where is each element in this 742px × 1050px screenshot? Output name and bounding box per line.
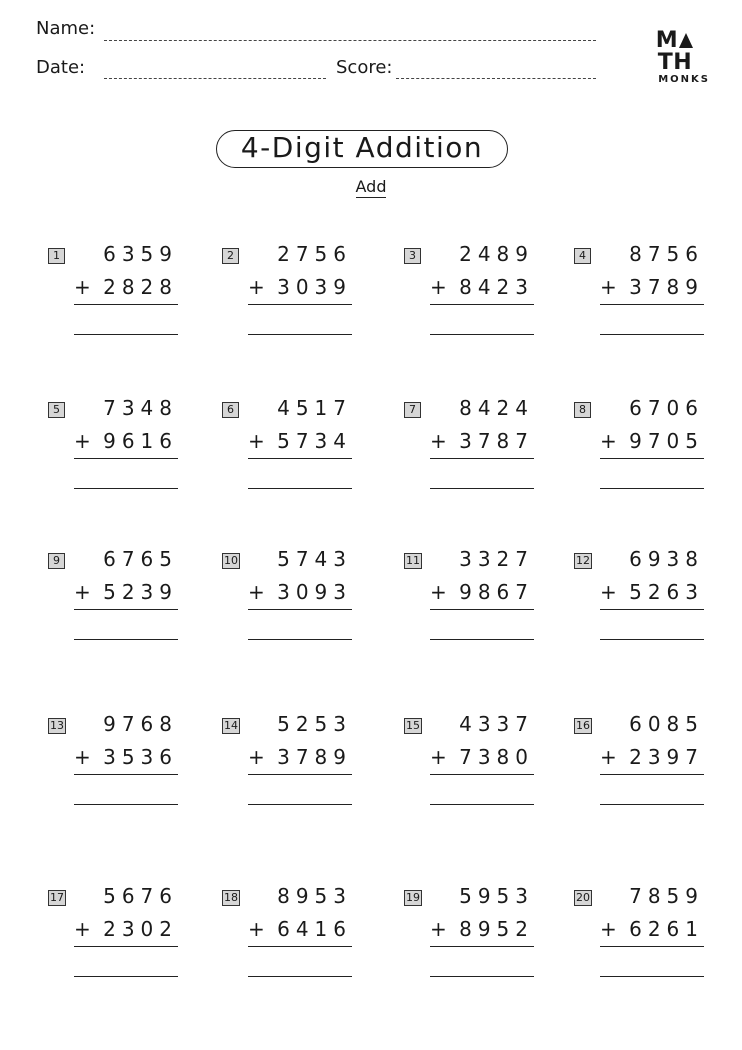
addend-bottom: 5263 <box>629 580 704 604</box>
addend-top: 5953 <box>459 884 534 908</box>
addend-bottom: 8952 <box>459 917 534 941</box>
plus-sign: + <box>248 580 265 604</box>
sum-line <box>600 774 704 775</box>
plus-sign: + <box>600 429 617 453</box>
plus-sign: + <box>74 745 91 769</box>
problem-16 <box>574 712 704 818</box>
date-line[interactable] <box>104 78 326 79</box>
problem-number: 14 <box>224 719 238 732</box>
answer-line[interactable] <box>430 488 534 489</box>
addend-bottom: 5734 <box>277 429 352 453</box>
sum-line <box>600 458 704 459</box>
addend-top: 5676 <box>103 884 178 908</box>
answer-line[interactable] <box>74 488 178 489</box>
problem-19 <box>404 884 534 990</box>
problem-number: 7 <box>404 402 421 418</box>
answer-line[interactable] <box>74 976 178 977</box>
addend-bottom: 5239 <box>103 580 178 604</box>
plus-sign: + <box>248 917 265 941</box>
sum-line <box>248 774 352 775</box>
addend-top: 6359 <box>103 242 178 266</box>
problem-number: 9 <box>48 553 65 569</box>
answer-line[interactable] <box>248 639 352 640</box>
answer-line[interactable] <box>430 976 534 977</box>
problem-5 <box>48 396 178 502</box>
problem-2 <box>222 242 352 348</box>
addend-bottom: 7380 <box>459 745 534 769</box>
sum-line <box>248 609 352 610</box>
addend-bottom: 9616 <box>103 429 178 453</box>
sum-line <box>248 304 352 305</box>
problem-number: 17 <box>50 891 64 904</box>
answer-line[interactable] <box>600 334 704 335</box>
addend-top: 8424 <box>459 396 534 420</box>
addend-top: 6706 <box>629 396 704 420</box>
addend-bottom: 2828 <box>103 275 178 299</box>
sum-line <box>430 458 534 459</box>
answer-line[interactable] <box>430 334 534 335</box>
sum-line <box>74 609 178 610</box>
plus-sign: + <box>430 745 447 769</box>
addend-bottom: 3093 <box>277 580 352 604</box>
problem-number: 4 <box>574 248 591 264</box>
sum-line <box>74 458 178 459</box>
date-label: Date: <box>36 57 86 78</box>
addend-bottom: 8423 <box>459 275 534 299</box>
problem-14 <box>222 712 352 818</box>
plus-sign: + <box>600 917 617 941</box>
answer-line[interactable] <box>74 639 178 640</box>
problem-number: 18 <box>224 891 238 904</box>
addend-top: 6765 <box>103 547 178 571</box>
name-label: Name: <box>36 18 96 39</box>
problem-17 <box>48 884 178 990</box>
plus-sign: + <box>430 917 447 941</box>
problem-6 <box>222 396 352 502</box>
problem-3 <box>404 242 534 348</box>
addend-top: 5743 <box>277 547 352 571</box>
plus-sign: + <box>248 275 265 299</box>
addend-bottom: 3789 <box>277 745 352 769</box>
score-label: Score: <box>336 57 393 78</box>
plus-sign: + <box>430 275 447 299</box>
addend-bottom: 3789 <box>629 275 704 299</box>
sum-line <box>74 304 178 305</box>
addend-bottom: 3039 <box>277 275 352 299</box>
sum-line <box>248 946 352 947</box>
problem-number: 16 <box>576 719 590 732</box>
addend-bottom: 6261 <box>629 917 704 941</box>
addend-top: 4337 <box>459 712 534 736</box>
problem-number: 6 <box>222 402 239 418</box>
problem-number: 15 <box>406 719 420 732</box>
plus-sign: + <box>74 275 91 299</box>
addend-top: 6938 <box>629 547 704 571</box>
addend-bottom: 3787 <box>459 429 534 453</box>
problem-7 <box>404 396 534 502</box>
problem-number: 13 <box>50 719 64 732</box>
answer-line[interactable] <box>600 639 704 640</box>
answer-line[interactable] <box>430 639 534 640</box>
problem-20 <box>574 884 704 990</box>
plus-sign: + <box>600 275 617 299</box>
addend-top: 2756 <box>277 242 352 266</box>
math-monks-logo <box>640 30 710 86</box>
sum-line <box>430 946 534 947</box>
plus-sign: + <box>74 580 91 604</box>
logo-triangle-icon <box>679 33 693 48</box>
addend-top: 5253 <box>277 712 352 736</box>
problem-4 <box>574 242 704 348</box>
logo-sub-text: MONKS <box>658 74 710 85</box>
plus-sign: + <box>248 429 265 453</box>
addend-top: 6085 <box>629 712 704 736</box>
plus-sign: + <box>74 917 91 941</box>
plus-sign: + <box>600 745 617 769</box>
sum-line <box>600 946 704 947</box>
sum-line <box>74 946 178 947</box>
problem-10 <box>222 547 352 653</box>
plus-sign: + <box>600 580 617 604</box>
addend-bottom: 2397 <box>629 745 704 769</box>
problem-9 <box>48 547 178 653</box>
sum-line <box>600 304 704 305</box>
problem-number: 5 <box>48 402 65 418</box>
problem-11 <box>404 547 534 653</box>
sum-line <box>430 609 534 610</box>
worksheet-instruction <box>0 177 742 196</box>
addend-top: 3327 <box>459 547 534 571</box>
problem-13 <box>48 712 178 818</box>
addend-bottom: 9705 <box>629 429 704 453</box>
addend-top: 2489 <box>459 242 534 266</box>
addend-bottom: 9867 <box>459 580 534 604</box>
addend-top: 9768 <box>103 712 178 736</box>
answer-line[interactable] <box>74 334 178 335</box>
answer-line[interactable] <box>600 488 704 489</box>
name-line[interactable] <box>104 40 596 41</box>
problem-number: 2 <box>222 248 239 264</box>
addend-top: 8756 <box>629 242 704 266</box>
problem-number: 10 <box>224 554 238 567</box>
answer-line[interactable] <box>248 488 352 489</box>
addend-bottom: 2302 <box>103 917 178 941</box>
problem-number: 8 <box>574 402 591 418</box>
answer-line[interactable] <box>600 976 704 977</box>
sum-line <box>74 774 178 775</box>
problem-number: 12 <box>576 554 590 567</box>
problem-number: 20 <box>576 891 590 904</box>
addend-top: 4517 <box>277 396 352 420</box>
sum-line <box>430 774 534 775</box>
problem-8 <box>574 396 704 502</box>
answer-line[interactable] <box>248 804 352 805</box>
plus-sign: + <box>248 745 265 769</box>
answer-line[interactable] <box>430 804 534 805</box>
sum-line <box>600 609 704 610</box>
problem-number: 1 <box>48 248 65 264</box>
plus-sign: + <box>430 429 447 453</box>
answer-line[interactable] <box>248 976 352 977</box>
instruction-text: Add <box>355 177 387 196</box>
problem-1 <box>48 242 178 348</box>
logo-main-text: MTH <box>655 28 693 75</box>
problem-12 <box>574 547 704 653</box>
plus-sign: + <box>430 580 447 604</box>
addend-bottom: 6416 <box>277 917 352 941</box>
problem-number: 19 <box>406 891 420 904</box>
addend-top: 7859 <box>629 884 704 908</box>
score-line[interactable] <box>396 78 596 79</box>
answer-line[interactable] <box>600 804 704 805</box>
problem-number: 11 <box>406 554 420 567</box>
plus-sign: + <box>74 429 91 453</box>
sum-line <box>248 458 352 459</box>
answer-line[interactable] <box>74 804 178 805</box>
addend-top: 8953 <box>277 884 352 908</box>
problem-18 <box>222 884 352 990</box>
addend-bottom: 3536 <box>103 745 178 769</box>
problem-15 <box>404 712 534 818</box>
addend-top: 7348 <box>103 396 178 420</box>
sum-line <box>430 304 534 305</box>
problem-number: 3 <box>404 248 421 264</box>
answer-line[interactable] <box>248 334 352 335</box>
worksheet-title: 4-Digit Addition <box>216 130 508 168</box>
